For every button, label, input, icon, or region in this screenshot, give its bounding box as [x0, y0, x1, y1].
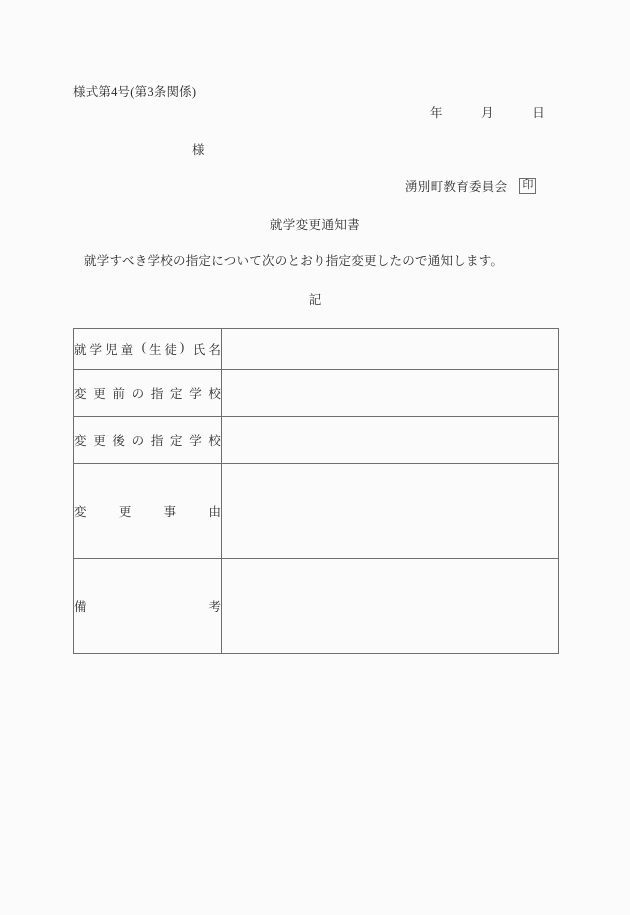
label-text-justified: 変 更 後 の 指 定 学 校 [74, 434, 221, 448]
notification-form-table [73, 328, 559, 654]
row-value-school-after[interactable] [222, 417, 559, 464]
row-label-change-reason [74, 464, 222, 559]
row-value-school-before[interactable] [222, 370, 559, 417]
date-year-label: 年 [430, 106, 443, 120]
row-value-remarks[interactable] [222, 559, 559, 654]
row-label-remarks [74, 559, 222, 654]
seal-stamp-box: 印 [519, 178, 536, 194]
row-label-student-name [74, 329, 222, 370]
label-text-justified: 備 考 [74, 600, 221, 614]
label-text-justified: 就 学 児 童 ( 生 徒 ) 氏 名 [74, 340, 221, 357]
table-row [74, 559, 559, 654]
row-label-school-before [74, 370, 222, 417]
table-row [74, 417, 559, 464]
form-number: 様式第4号(第3条関係) [73, 85, 197, 99]
table-row [74, 464, 559, 559]
row-value-student-name[interactable] [222, 329, 559, 370]
date-line [430, 103, 545, 121]
page-title: 就学変更通知書 [269, 218, 361, 232]
ki-marker: 記 [308, 293, 322, 307]
table-row [74, 370, 559, 417]
issuer-line [405, 177, 536, 195]
label-text-justified: 変 更 前 の 指 定 学 校 [74, 387, 221, 401]
issuer-name: 湧別町教育委員会 [405, 180, 508, 194]
table-row [74, 329, 559, 370]
row-label-school-after [74, 417, 222, 464]
addressee-honorific: 様 [192, 143, 205, 157]
date-month-label: 月 [481, 106, 494, 120]
row-value-change-reason[interactable] [222, 464, 559, 559]
label-text-justified: 変 更 事 由 [74, 505, 221, 519]
body-paragraph: 就学すべき学校の指定について次のとおり指定変更したので通知します。 [84, 254, 504, 268]
date-day-label: 日 [532, 106, 545, 120]
